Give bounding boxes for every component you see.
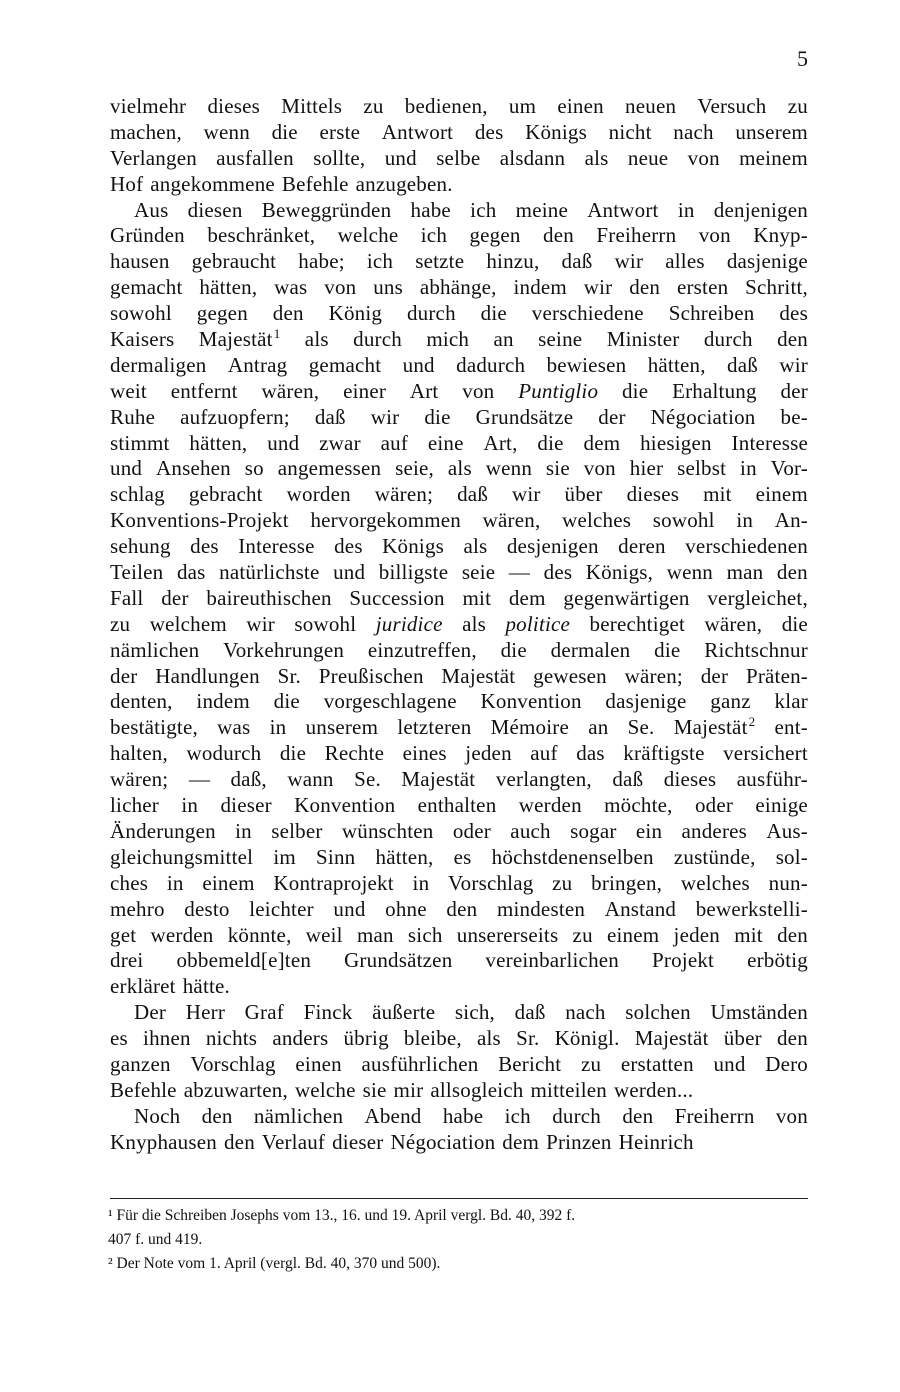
footnote-line: ¹ Für die Schreiben Josephs vom 13., 16. und 19. April vergl. Bd. 40, 392 f. — [108, 1207, 576, 1224]
text-line: ganzen Vorschlag einen ausführlichen Bericht zu erstatten und Dero — [110, 1051, 808, 1076]
text-line: Gründen beschränket, welche ich gegen den Freiherrn von Knyp- — [110, 223, 808, 248]
text-line: Aus diesen Beweggründen habe ich meine Antwort in denjenigen — [134, 197, 808, 222]
footnotes — [108, 1204, 808, 1276]
text-line: Noch den nämlichen Abend habe ich durch den Freiherrn von — [134, 1103, 808, 1128]
text-line: halten, wodurch die Rechte eines jeden auf das kräftigste versichert — [110, 741, 808, 766]
text-line: sowohl gegen den König durch die verschiedene Schreiben des — [110, 301, 808, 326]
text-line: licher in dieser Konvention enthalten werden möchte, oder einige — [110, 793, 808, 818]
text-line: Ruhe aufzuopfern; daß wir die Grundsätze der Négociation be- — [110, 404, 808, 429]
text-line: Teilen das natürlichste und billigste seie — des Königs, wenn man den — [110, 560, 808, 585]
text-line: weit entfernt wären, einer Art von Puntiglio die Erhaltung der — [110, 378, 808, 403]
text-line: drei obbemeld[e]ten Grundsätzen vereinbarlichen Projekt erbötig — [110, 948, 808, 973]
footnote-line: ² Der Note vom 1. April (vergl. Bd. 40, 370 und 500). — [108, 1255, 441, 1272]
footnote-rule — [110, 1198, 808, 1199]
text-line: der Handlungen Sr. Preußischen Majestät gewesen wären; der Präten- — [110, 663, 808, 688]
text-line: erkläret hätte. — [110, 974, 230, 999]
text-line: Fall der baireuthischen Succession mit dem gegenwärtigen vergleichet, — [110, 585, 808, 610]
text-line: machen, wenn die erste Antwort des Königs nicht nach unserem — [110, 119, 808, 144]
text-line: Befehle abzuwarten, welche sie mir allsogleich mitteilen werden... — [110, 1077, 694, 1102]
page-number: 5 — [797, 46, 808, 71]
text-line: zu welchem wir sowohl juridice als politice berechtiget wären, die — [110, 611, 808, 636]
text-line: Knyphausen den Verlauf dieser Négociation dem Prinzen Heinrich — [110, 1129, 694, 1154]
text-line: nämlichen Vorkehrungen einzutreffen, die dermalen die Richtschnur — [110, 637, 808, 662]
text-line: ches in einem Kontraprojekt in Vorschlag zu bringen, welches nun- — [110, 870, 808, 895]
text-line: schlag gebracht worden wären; daß wir über dieses mit einem — [110, 482, 808, 507]
text-line: Verlangen ausfallen sollte, und selbe alsdann als neue von meinem — [110, 145, 808, 170]
text-line: gleichungsmittel im Sinn hätten, es höchstdenenselben zustünde, sol- — [110, 844, 808, 869]
text-line: vielmehr dieses Mittels zu bedienen, um einen neuen Versuch zu — [110, 94, 808, 118]
text-line: es ihnen nichts anders übrig bleibe, als Sr. Königl. Majestät über den — [110, 1026, 808, 1051]
text-line: hausen gebraucht habe; ich setzte hinzu, daß wir alles dasjenige — [110, 249, 808, 274]
text-line: Konventions-Projekt hervorgekommen wären, welches sowohl in An- — [110, 508, 808, 533]
text-line: Änderungen in selber wünschten oder auch sogar ein anderes Aus- — [110, 818, 808, 843]
text-line: Kaisers Majestät$^1$ als durch mich an seine Minister durch den — [110, 326, 808, 352]
text-line: get werden könnte, weil man sich unsererseits zu einem jeden mit den — [110, 922, 808, 947]
text-line: Hof angekommene Befehle anzugeben. — [110, 171, 453, 196]
text-line: mehro desto leichter und ohne den mindesten Anstand bewerkstelli- — [110, 896, 808, 921]
text-line: und Ansehen so angemessen seie, als wenn sie von hier selbst in Vor- — [110, 456, 808, 481]
footnote-line: 407 f. und 419. — [108, 1231, 203, 1248]
text-line: dermaligen Antrag gemacht und dadurch bewiesen hätten, daß wir — [110, 352, 808, 377]
text-line: Der Herr Graf Finck äußerte sich, daß nach solchen Umständen — [134, 1000, 808, 1025]
text-line: sehung des Interesse des Königs als desjenigen deren verschiedenen — [110, 534, 808, 559]
text-line: gemacht hätten, was von uns abhänge, indem wir den ersten Schritt, — [110, 275, 808, 300]
body-text — [110, 94, 808, 1156]
text-line: stimmt hätten, und zwar auf eine Art, die dem hiesigen Interesse — [110, 430, 808, 455]
text-line: denten, indem die vorgeschlagene Konvention dasjenige ganz klar — [110, 689, 808, 714]
text-line: bestätigte, was in unserem letzteren Mémoire an Se. Majestät$^2$ ent- — [110, 714, 808, 740]
text-line: wären; — daß, wann Se. Majestät verlangten, daß dieses ausführ- — [110, 767, 808, 792]
